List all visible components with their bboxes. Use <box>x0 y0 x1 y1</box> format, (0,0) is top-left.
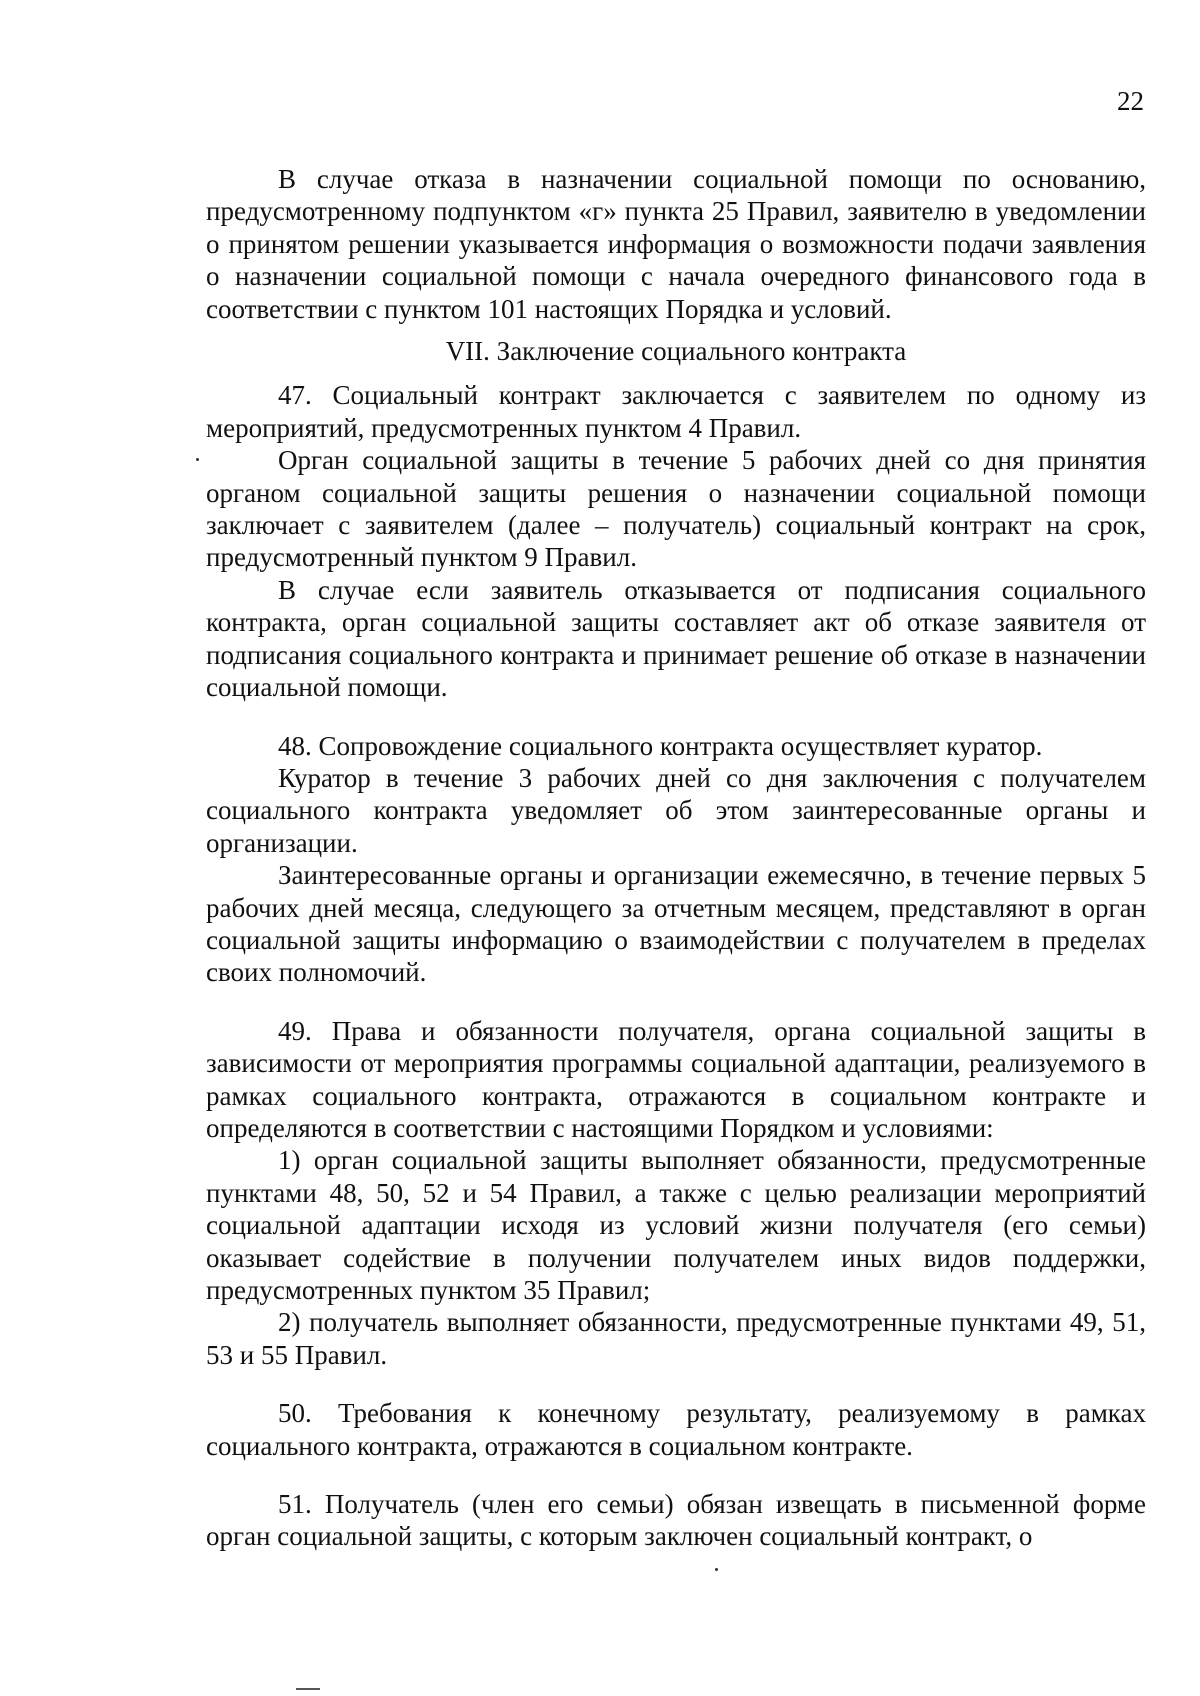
paragraph-49: 49. Права и обязанности получателя, органа социальной защиты в зависимости от мероприятия программы социальной адаптации, реализуемого в рамках социального контракта, отражаются в социальном контракте и определяются в соответствии с настоящими Порядком и условиями: <box>206 1015 1146 1143</box>
scan-artifact <box>715 1568 718 1571</box>
scan-artifact <box>196 458 199 461</box>
list-item: 2) получатель выполняет обязанности, предусмотренные пунктами 49, 51, 53 и 55 Правил. <box>206 1307 1146 1370</box>
section-heading: VII. Заключение социального контракта <box>445 336 907 367</box>
paragraph: Орган социальной защиты в течение 5 рабочих дней со дня принятия органом социальной защиты решения о назначении социальной помощи заключает с заявителем (далее – получатель) социальный контракт на срок, предусмотренный пунктом 9 Правил. <box>206 445 1146 573</box>
paragraph: В случае отказа в назначении социальной помощи по основанию, предусмотренному подпунктом «г» пункта 25 Правил, заявителю в уведомлении о принятом решении указывается информация о возможности подачи заявления о назначении социальной помощи с начала очередного финансового года в соответствии с пунктом 101 настоящих Порядка и условий. <box>206 164 1146 324</box>
document-body <box>206 163 1146 1553</box>
paragraph-50: 50. Требования к конечному результату, реализуемому в рамках социального контракта, отражаются в социальном контракте. <box>206 1398 1146 1461</box>
paragraph: В случае если заявитель отказывается от подписания социального контракта, орган социальной защиты составляет акт об отказе заявителя от подписания социального контракта и принимает решение об отказе в назначении социальной помощи. <box>206 574 1146 703</box>
page-number: 22 <box>1117 86 1144 116</box>
paragraph-48: 48. Сопровождение социального контракта осуществляет куратор. <box>278 730 1043 761</box>
paragraph: Заинтересованные органы и организации ежемесячно, в течение первых 5 рабочих дней месяца, следующего за отчетным месяцем, представляют в орган социальной защиты информацию о взаимодействии с получателем в пределах своих полномочий. <box>206 860 1146 988</box>
paragraph-47: 47. Социальный контракт заключается с заявителем по одному из мероприятий, предусмотренных пунктом 4 Правил. <box>206 380 1146 443</box>
paragraph: Куратор в течение 3 рабочих дней со дня заключения с получателем социального контракта уведомляет об этом заинтересованные органы и организации. <box>206 762 1146 858</box>
list-item: 1) орган социальной защиты выполняет обязанности, предусмотренные пунктами 48, 50, 52 и 54 Правил, а также с целью реализации мероприятий социальной адаптации исходя из условий жизни получателя (его семьи) оказывает содействие в получении получателем иных видов поддержки, предусмотренных пунктом 35 Правил; <box>206 1145 1146 1305</box>
paragraph-51: 51. Получатель (член его семьи) обязан извещать в письменной форме орган социальной защиты, с которым заключен социальный контракт, о <box>206 1489 1146 1552</box>
scan-artifact <box>296 1688 320 1690</box>
